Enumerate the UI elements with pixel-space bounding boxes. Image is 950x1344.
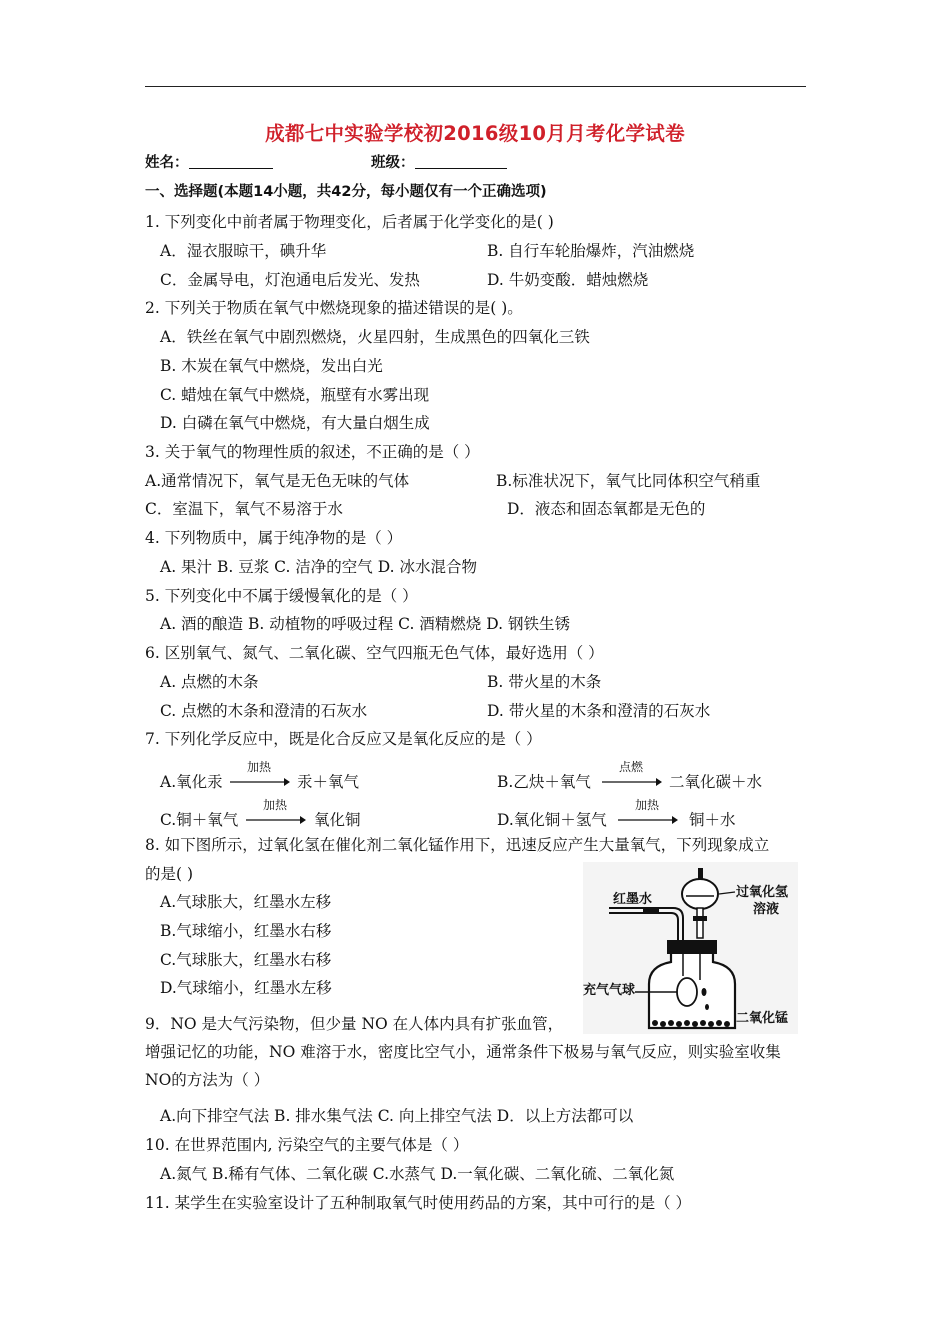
q6-option-c: C. 点燃的木条和澄清的石灰水 bbox=[160, 702, 368, 720]
q2-option-b: B. 木炭在氧气中燃烧，发出白光 bbox=[160, 357, 383, 375]
q7-d-arrow bbox=[616, 798, 678, 830]
q7-a-reactant: A.氧化汞 bbox=[160, 773, 223, 791]
class-field bbox=[371, 153, 507, 173]
q3-option-d: D．液态和固态氧都是无色的 bbox=[507, 500, 706, 518]
q7-b-product: 二氧化碳＋水 bbox=[669, 773, 763, 791]
q1-option-a: A．湿衣服晾干，碘升华 bbox=[160, 242, 327, 260]
q5-options: A. 酒的酿造 B. 动植物的呼吸过程 C. 酒精燃烧 D. 钢铁生锈 bbox=[160, 615, 570, 633]
funnel-stopcock bbox=[693, 916, 707, 921]
q7-a-product: 汞＋氧气 bbox=[297, 773, 360, 791]
q7-d-condition: 加热 bbox=[634, 798, 659, 812]
q3-option-b: B.标准状况下，氧气比同体积空气稍重 bbox=[496, 472, 761, 490]
name-blank[interactable] bbox=[189, 153, 273, 169]
q1-stem: 1. 下列变化中前者属于物理变化，后者属于化学变化的是( ) bbox=[145, 213, 554, 231]
q9-stem-line2: 增强记忆的功能，NO 难溶于水，密度比空气小，通常条件下极易与氧气反应，则实验室收集 bbox=[145, 1043, 781, 1061]
funnel-bulb bbox=[682, 879, 718, 909]
red-ink-slug bbox=[643, 908, 659, 913]
q10-options: A.氮气 B.稀有气体、二氧化碳 C.水蒸气 D.一氧化碳、二氧化硫、二氧化氮 bbox=[160, 1165, 675, 1183]
class-label: 班级： bbox=[371, 155, 415, 171]
q9-options: A.向下排空气法 B. 排水集气法 C. 向上排空气法 D．以上方法都可以 bbox=[160, 1107, 634, 1125]
q8-option-d: D.气球缩小，红墨水左移 bbox=[160, 979, 332, 997]
label-hydrogen-peroxide: 过氧化氢 bbox=[736, 885, 789, 900]
q7-stem: 7. 下列化学反应中，既是化合反应又是氧化反应的是（ ） bbox=[145, 730, 542, 748]
balloon bbox=[677, 978, 697, 1006]
q9-stem-line1: 9．NO 是大气污染物，但少量 NO 在人体内具有扩张血管， bbox=[145, 1015, 564, 1033]
q5-stem: 5. 下列变化中不属于缓慢氧化的是（ ） bbox=[145, 587, 418, 605]
q6-option-d: D. 带火星的木条和澄清的石灰水 bbox=[487, 702, 711, 720]
q7-d-reactant: D.氧化铜＋氢气 bbox=[497, 811, 607, 829]
q6-option-b: B. 带火星的木条 bbox=[487, 673, 602, 691]
top-rule bbox=[145, 86, 806, 87]
q6-option-a: A. 点燃的木条 bbox=[160, 673, 259, 691]
q2-option-d: D. 白磷在氧气中燃烧，有大量白烟生成 bbox=[160, 414, 430, 432]
q7-c-reactant: C.铜＋氧气 bbox=[160, 811, 239, 829]
q1-option-d: D. 牛奶变酸．蜡烛燃烧 bbox=[487, 271, 649, 289]
q8-option-a: A.气球胀大，红墨水左移 bbox=[160, 893, 332, 911]
q8-stem-line2: 的是( ) bbox=[145, 865, 194, 883]
q10-stem: 10. 在世界范围内, 污染空气的主要气体是（ ） bbox=[145, 1136, 469, 1154]
q2-stem: 2. 下列关于物质在氧气中燃烧现象的描述错误的是( )。 bbox=[145, 299, 523, 317]
funnel-stem bbox=[697, 908, 703, 938]
label-solution: 溶液 bbox=[753, 902, 780, 917]
q8-stem-line1: 8. 如下图所示，过氧化氢在催化剂二氧化锰作用下，迅速反应产生大量氧气，下列现象成立 bbox=[145, 836, 770, 854]
q7-b-condition: 点燃 bbox=[618, 760, 643, 774]
q7-c-product: 氧化铜 bbox=[314, 811, 361, 829]
q7-c-arrow bbox=[244, 798, 306, 830]
q7-a-arrow bbox=[228, 760, 290, 792]
q7-d-product: 铜＋水 bbox=[689, 811, 736, 829]
name-label: 姓名： bbox=[145, 155, 189, 171]
q6-stem: 6. 区别氧气、氮气、二氧化碳、空气四瓶无色气体，最好选用（ ） bbox=[145, 644, 604, 662]
funnel-stopper bbox=[698, 868, 703, 880]
class-blank[interactable] bbox=[415, 153, 507, 169]
q4-stem: 4. 下列物质中，属于纯净物的是（ ） bbox=[145, 529, 403, 547]
label-balloon: 充气气球 bbox=[583, 983, 636, 998]
name-field bbox=[145, 153, 273, 173]
rubber-stopper bbox=[667, 940, 717, 954]
q8-option-c: C.气球胀大，红墨水右移 bbox=[160, 951, 332, 969]
q8-option-b: B.气球缩小，红墨水右移 bbox=[160, 922, 332, 940]
q9-stem-line3: NO的方法为（ ） bbox=[145, 1071, 270, 1089]
q7-a-condition: 加热 bbox=[246, 760, 271, 774]
q1-option-b: B. 自行车轮胎爆炸，汽油燃烧 bbox=[487, 242, 695, 260]
q3-option-a: A.通常情况下，氧气是无色无味的气体 bbox=[145, 472, 410, 490]
label-red-ink: 红墨水 bbox=[613, 892, 653, 907]
q2-option-c: C. 蜡烛在氧气中燃烧，瓶壁有水雾出现 bbox=[160, 386, 430, 404]
q2-option-a: A．铁丝在氧气中剧烈燃烧，火星四射，生成黑色的四氧化三铁 bbox=[160, 328, 590, 346]
q7-b-reactant: B.乙炔＋氧气 bbox=[497, 773, 591, 791]
q11-stem: 11. 某学生在实验室设计了五种制取氧气时使用药品的方案，其中可行的是（ ） bbox=[145, 1194, 692, 1212]
section-heading: 一、选择题(本题14小题，共42分，每小题仅有一个正确选项) bbox=[145, 184, 547, 200]
q4-options: A. 果汁 B. 豆浆 C. 洁净的空气 D. 冰水混合物 bbox=[160, 558, 477, 576]
q3-option-c: C．室温下，氧气不易溶于水 bbox=[145, 500, 343, 518]
label-mno2: 二氧化锰 bbox=[736, 1011, 789, 1026]
q7-b-arrow bbox=[600, 760, 662, 792]
q3-stem: 3. 关于氧气的物理性质的叙述，不正确的是（ ） bbox=[145, 443, 480, 461]
q1-option-c: C．金属导电，灯泡通电后发光、发热 bbox=[160, 271, 420, 289]
apparatus-figure bbox=[583, 862, 798, 1034]
page-title: 成都七中实验学校初2016级10月月考化学试卷 bbox=[265, 122, 685, 145]
q7-c-condition: 加热 bbox=[262, 798, 287, 812]
